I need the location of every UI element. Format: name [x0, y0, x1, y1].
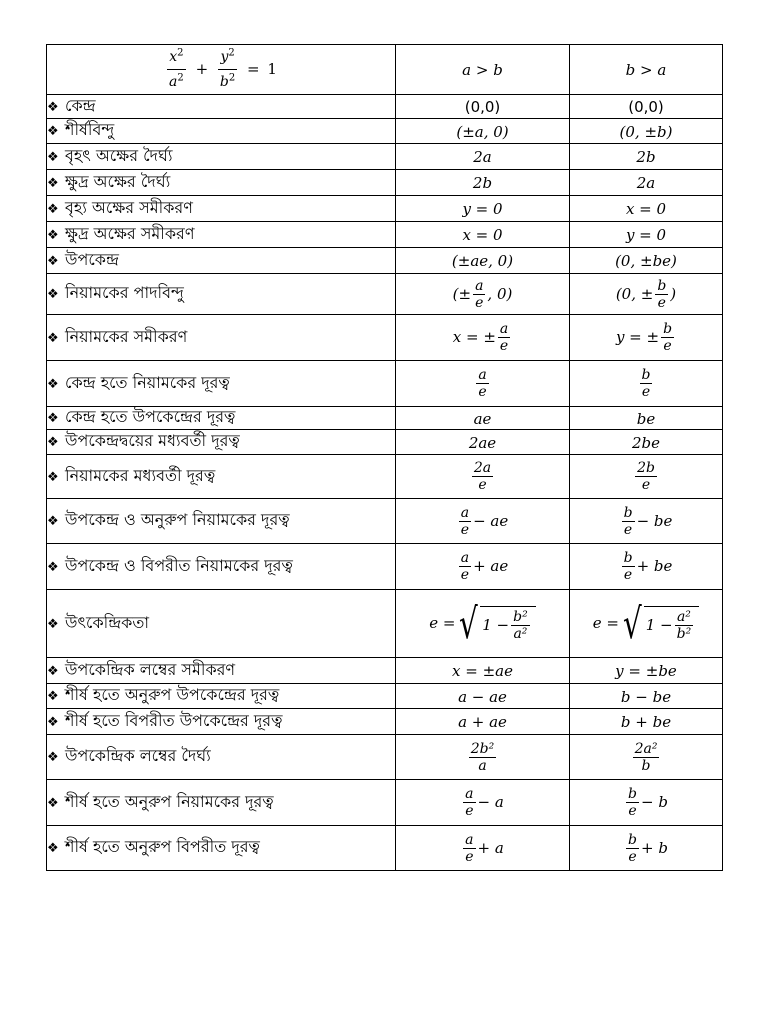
property-label: বৃহৎ অক্ষের দৈর্ঘ্য: [65, 145, 173, 165]
eq-a: a: [169, 74, 178, 90]
property-cell: [47, 274, 396, 315]
value-a-gt-b: [396, 170, 570, 196]
value-fraction: [655, 278, 668, 311]
fraction-numerator: a: [478, 367, 487, 383]
value-text: 2b: [636, 148, 656, 166]
fraction-denominator: e: [460, 567, 470, 583]
fraction-denominator: e: [628, 803, 637, 819]
diamond-bullet-icon: ❖: [47, 175, 59, 191]
value-text: b − be: [620, 687, 672, 706]
property-label: উপকেন্দ্রিক লম্বের দৈর্ঘ্য: [65, 746, 211, 765]
property-label: শীর্ষ হতে অনুরুপ উপকেন্দ্রের দূরত্ব: [65, 685, 280, 704]
value-suffix: , 0): [487, 284, 513, 303]
eq-x: x: [169, 49, 178, 65]
radicand: [480, 606, 535, 642]
value-suffix: − be: [636, 511, 673, 530]
value-a-gt-b: [396, 826, 570, 871]
diamond-bullet-icon: ❖: [47, 227, 59, 243]
value-text: 2a: [473, 148, 492, 166]
table-row: [47, 95, 723, 119]
value-a-gt-b: [396, 658, 570, 684]
header-row: [47, 45, 723, 95]
radicand-lead: 1 −: [645, 615, 673, 634]
fraction-numerator: b: [663, 321, 673, 337]
fraction-denominator: e: [641, 384, 651, 400]
value-b-gt-a: [570, 248, 723, 274]
fraction-numerator: a: [465, 786, 474, 802]
value-a-gt-b: [396, 361, 570, 407]
value-fraction: [476, 367, 488, 400]
value-b-gt-a: [570, 499, 723, 544]
header-equation: [47, 45, 396, 95]
property-cell: [47, 684, 396, 709]
value-prefix: e =: [592, 614, 619, 632]
value-b-gt-a: [570, 144, 723, 170]
fraction-denominator: e: [641, 477, 651, 493]
value-text: (±ae, 0): [451, 252, 514, 270]
value-text: x = 0: [462, 226, 503, 244]
value-text: ae: [473, 409, 492, 428]
table-row: [47, 407, 723, 430]
value-fraction: [661, 321, 674, 354]
table-row: [47, 455, 723, 499]
fraction-denominator: b: [641, 757, 651, 774]
value-a-gt-b: [396, 709, 570, 735]
value-text: y = 0: [462, 200, 503, 218]
diamond-bullet-icon: ❖: [47, 689, 59, 704]
value-a-gt-b: [396, 196, 570, 222]
value-b-gt-a: [570, 455, 723, 499]
value-fraction: [622, 505, 635, 538]
fraction-denominator: a: [478, 757, 487, 774]
fraction-numerator: a: [475, 277, 484, 294]
value-fraction: [472, 460, 493, 493]
value-prefix: y = ±: [615, 328, 660, 346]
property-cell: [47, 196, 396, 222]
property-cell: [47, 95, 396, 119]
fraction-numerator: a: [499, 321, 509, 337]
radical-sign-icon: √: [622, 598, 642, 648]
square-root: [619, 598, 699, 648]
eq-one: 1: [267, 59, 277, 78]
eq-exp-3: 2: [228, 47, 235, 59]
table-row: [47, 196, 723, 222]
diamond-bullet-icon: ❖: [47, 201, 59, 217]
diamond-bullet-icon: ❖: [47, 376, 59, 392]
diamond-bullet-icon: ❖: [47, 287, 59, 302]
fraction-numerator: b²: [513, 608, 528, 625]
fraction-denominator: e: [499, 338, 509, 354]
ellipse-properties-table: [46, 44, 723, 871]
table-row: [47, 544, 723, 590]
value-text: 2b: [472, 174, 493, 192]
diamond-bullet-icon: ❖: [47, 330, 59, 346]
property-cell: [47, 544, 396, 590]
fraction-denominator: b²: [676, 625, 692, 642]
fraction-numerator: b: [628, 786, 637, 802]
value-fraction: [635, 460, 657, 493]
value-fraction: [463, 832, 475, 865]
value-prefix: (0, ±: [615, 284, 654, 303]
value-suffix: − a: [477, 793, 504, 811]
property-cell: [47, 361, 396, 407]
value-a-gt-b: [396, 407, 570, 430]
fraction-numerator: 2b: [637, 460, 655, 476]
property-cell: [47, 248, 396, 274]
property-label: উপকেন্দ্র ও অনুরুপ নিয়ামকের দূরত্ব: [65, 510, 290, 529]
value-text: a − ae: [458, 687, 507, 706]
diamond-bullet-icon: ❖: [47, 750, 59, 765]
value-text: x = 0: [625, 200, 667, 218]
value-text: b + be: [620, 713, 672, 731]
value-suffix: − b: [641, 793, 668, 811]
value-b-gt-a: [570, 274, 723, 315]
fraction-denominator: e: [478, 477, 487, 493]
property-label: শীর্ষ হতে বিপরীত উপকেন্দ্রের দূরত্ব: [65, 710, 283, 730]
property-label: শীর্ষ হতে অনুরুপ নিয়ামকের দূরত্ব: [65, 791, 274, 811]
fraction-denominator: a²: [513, 625, 528, 642]
table-row: [47, 658, 723, 684]
property-cell: [47, 826, 396, 871]
table-row: [47, 499, 723, 544]
table-row: [47, 119, 723, 144]
value-text: (0, ±be): [615, 252, 677, 270]
fraction-numerator: 2b²: [470, 740, 495, 757]
value-a-gt-b: [396, 248, 570, 274]
diamond-bullet-icon: ❖: [47, 514, 59, 529]
table-row: [47, 274, 723, 315]
table-row: [47, 735, 723, 780]
property-label: উপকেন্দ্রদ্বয়ের মধ্যবর্তী দূরত্ব: [65, 431, 240, 450]
property-label: উপকেন্দ্র: [65, 249, 119, 269]
diamond-bullet-icon: ❖: [47, 559, 59, 575]
property-label: উৎকেন্দ্রিকতা: [65, 612, 149, 632]
value-b-gt-a: [570, 361, 723, 407]
table-row: [47, 144, 723, 170]
property-label: শীর্ষ হতে অনুরুপ বিপরীত দূরত্ব: [65, 837, 260, 856]
property-cell: [47, 590, 396, 658]
eq-equals: =: [247, 59, 260, 78]
fraction-numerator: 2a²: [634, 740, 658, 757]
value-suffix: − ae: [473, 511, 509, 530]
value-text: x = ±ae: [452, 662, 513, 680]
value-fraction: [626, 786, 639, 819]
diamond-bullet-icon: ❖: [47, 149, 59, 165]
value-fraction: [463, 786, 475, 819]
value-text: 2be: [631, 433, 661, 452]
property-label: কেন্দ্র হতে উপকেন্দ্রের দূরত্ব: [65, 407, 236, 426]
value-a-gt-b: [396, 315, 570, 361]
diamond-bullet-icon: ❖: [47, 714, 59, 730]
value-b-gt-a: [570, 95, 723, 119]
eq-y: y: [220, 49, 229, 65]
eq-exp-2: 2: [177, 72, 184, 84]
property-label: নিয়ামকের মধ্যবর্তী দূরত্ব: [65, 465, 216, 485]
value-fraction: [626, 832, 639, 865]
table-row: [47, 780, 723, 826]
value-text: y = 0: [625, 226, 667, 244]
value-fraction: [469, 741, 496, 774]
value-prefix: (±: [452, 284, 472, 303]
value-b-gt-a: [570, 735, 723, 780]
value-a-gt-b: [396, 95, 570, 119]
property-label: শীর্ষবিন্দু: [65, 120, 115, 139]
header-case-a-gt-b: a > b: [396, 45, 570, 95]
value-text: 2ae: [468, 433, 497, 452]
value-a-gt-b: [396, 544, 570, 590]
diamond-bullet-icon: ❖: [47, 253, 59, 269]
property-cell: [47, 709, 396, 735]
table-row: [47, 590, 723, 658]
value-a-gt-b: [396, 499, 570, 544]
value-prefix: e =: [429, 614, 456, 632]
value-fraction: [459, 550, 471, 583]
property-label: কেন্দ্র হতে নিয়ামকের দূরত্ব: [65, 372, 230, 392]
property-label: উপকেন্দ্র ও বিপরীত নিয়ামকের দূরত্ব: [65, 555, 293, 575]
property-label: নিয়ামকের পাদবিন্দু: [65, 283, 184, 302]
value-b-gt-a: [570, 780, 723, 826]
value-text: (0,0): [464, 97, 501, 116]
table-row: [47, 684, 723, 709]
fraction-denominator: e: [628, 848, 637, 865]
value-b-gt-a: [570, 826, 723, 871]
value-fraction: [633, 741, 660, 774]
table-row: [47, 222, 723, 248]
table-row: [47, 315, 723, 361]
value-a-gt-b: [396, 590, 570, 658]
table-row: [47, 709, 723, 735]
y-over-b-fraction: [218, 49, 237, 90]
eq-b: b: [219, 74, 229, 90]
value-text: (0,0): [628, 97, 664, 116]
property-label: বৃহ্য অক্ষের সমীকরণ: [65, 197, 193, 217]
radicand: [644, 606, 699, 642]
x-over-a-fraction: [167, 49, 186, 90]
fraction-denominator: e: [478, 384, 487, 400]
property-cell: [47, 430, 396, 455]
fraction-denominator: e: [465, 848, 474, 865]
diamond-bullet-icon: ❖: [47, 616, 59, 632]
eq-exp-1: 2: [177, 47, 184, 59]
diamond-bullet-icon: ❖: [47, 411, 59, 426]
fraction-numerator: b: [641, 367, 651, 383]
value-a-gt-b: [396, 780, 570, 826]
square-root: [455, 598, 535, 648]
property-label: ক্ষুদ্র অক্ষের দৈর্ঘ্য: [65, 171, 171, 191]
value-b-gt-a: [570, 407, 723, 430]
property-cell: [47, 658, 396, 684]
value-a-gt-b: [396, 430, 570, 455]
fraction-numerator: a: [460, 550, 470, 566]
fraction-numerator: a: [460, 504, 470, 521]
fraction-numerator: b: [623, 504, 633, 521]
fraction-denominator: e: [663, 338, 672, 354]
table-row: [47, 170, 723, 196]
value-a-gt-b: [396, 455, 570, 499]
property-cell: [47, 119, 396, 144]
value-b-gt-a: [570, 119, 723, 144]
property-cell: [47, 499, 396, 544]
value-b-gt-a: [570, 544, 723, 590]
property-cell: [47, 455, 396, 499]
value-a-gt-b: [396, 144, 570, 170]
radical-sign-icon: √: [459, 598, 479, 648]
property-cell: [47, 144, 396, 170]
value-suffix: + b: [641, 838, 668, 857]
value-b-gt-a: [570, 222, 723, 248]
table-row: [47, 361, 723, 407]
table-row: [47, 248, 723, 274]
value-suffix: + be: [636, 557, 673, 575]
diamond-bullet-icon: ❖: [47, 469, 59, 485]
value-prefix: x = ±: [452, 328, 496, 346]
fraction-denominator: e: [657, 294, 666, 311]
eq-exp-4: 2: [228, 72, 236, 84]
value-fraction: [473, 278, 485, 311]
value-fraction: [498, 321, 510, 354]
property-label: উপকেন্দ্রিক লম্বের সমীকরণ: [65, 659, 236, 679]
value-a-gt-b: [396, 222, 570, 248]
value-a-gt-b: [396, 119, 570, 144]
value-b-gt-a: [570, 315, 723, 361]
value-b-gt-a: [570, 196, 723, 222]
diamond-bullet-icon: ❖: [47, 663, 59, 679]
property-cell: [47, 222, 396, 248]
diamond-bullet-icon: ❖: [47, 841, 59, 856]
value-text: be: [636, 409, 656, 428]
property-cell: [47, 735, 396, 780]
diamond-bullet-icon: ❖: [47, 124, 59, 139]
fraction-denominator: e: [475, 294, 484, 311]
value-b-gt-a: [570, 709, 723, 735]
property-label: নিয়ামকের সমীকরণ: [65, 326, 188, 346]
property-cell: [47, 407, 396, 430]
fraction-numerator: a²: [676, 608, 691, 625]
fraction-numerator: b: [657, 277, 667, 294]
fraction-denominator: e: [465, 803, 474, 819]
value-a-gt-b: [396, 735, 570, 780]
fraction-denominator: e: [623, 567, 633, 583]
diamond-bullet-icon: ❖: [47, 795, 59, 811]
value-text: (±a, 0): [456, 122, 509, 141]
value-text: y = ±be: [615, 662, 677, 680]
value-text: a + ae: [458, 713, 507, 731]
property-cell: [47, 170, 396, 196]
value-b-gt-a: [570, 170, 723, 196]
value-fraction: [622, 550, 635, 583]
value-b-gt-a: [570, 430, 723, 455]
value-suffix: ): [670, 284, 677, 303]
value-fraction: [459, 505, 471, 538]
value-a-gt-b: [396, 684, 570, 709]
property-cell: [47, 780, 396, 826]
header-case-b-gt-a: b > a: [570, 45, 723, 95]
property-cell: [47, 315, 396, 361]
value-text: 2a: [636, 174, 656, 192]
value-fraction: [511, 609, 530, 642]
diamond-bullet-icon: ❖: [47, 435, 59, 450]
value-b-gt-a: [570, 684, 723, 709]
value-suffix: + ae: [473, 557, 509, 575]
fraction-numerator: b: [628, 831, 637, 848]
fraction-numerator: a: [465, 831, 474, 848]
value-text: (0, ±b): [619, 122, 673, 141]
eq-plus: +: [195, 59, 209, 78]
fraction-denominator: e: [623, 521, 633, 538]
table-row: [47, 826, 723, 871]
value-suffix: + a: [477, 838, 504, 857]
fraction-numerator: b: [623, 550, 633, 566]
value-b-gt-a: [570, 658, 723, 684]
diamond-bullet-icon: ❖: [47, 99, 59, 115]
radicand-lead: 1 −: [482, 615, 510, 634]
fraction-denominator: e: [460, 521, 470, 538]
value-b-gt-a: [570, 590, 723, 658]
table-row: [47, 430, 723, 455]
fraction-numerator: 2a: [473, 460, 492, 476]
property-label: ক্ষুদ্র অক্ষের সমীকরণ: [65, 223, 195, 243]
property-label: কেন্দ্র: [65, 95, 96, 115]
value-fraction: [640, 367, 653, 400]
value-a-gt-b: [396, 274, 570, 315]
value-fraction: [675, 609, 694, 642]
